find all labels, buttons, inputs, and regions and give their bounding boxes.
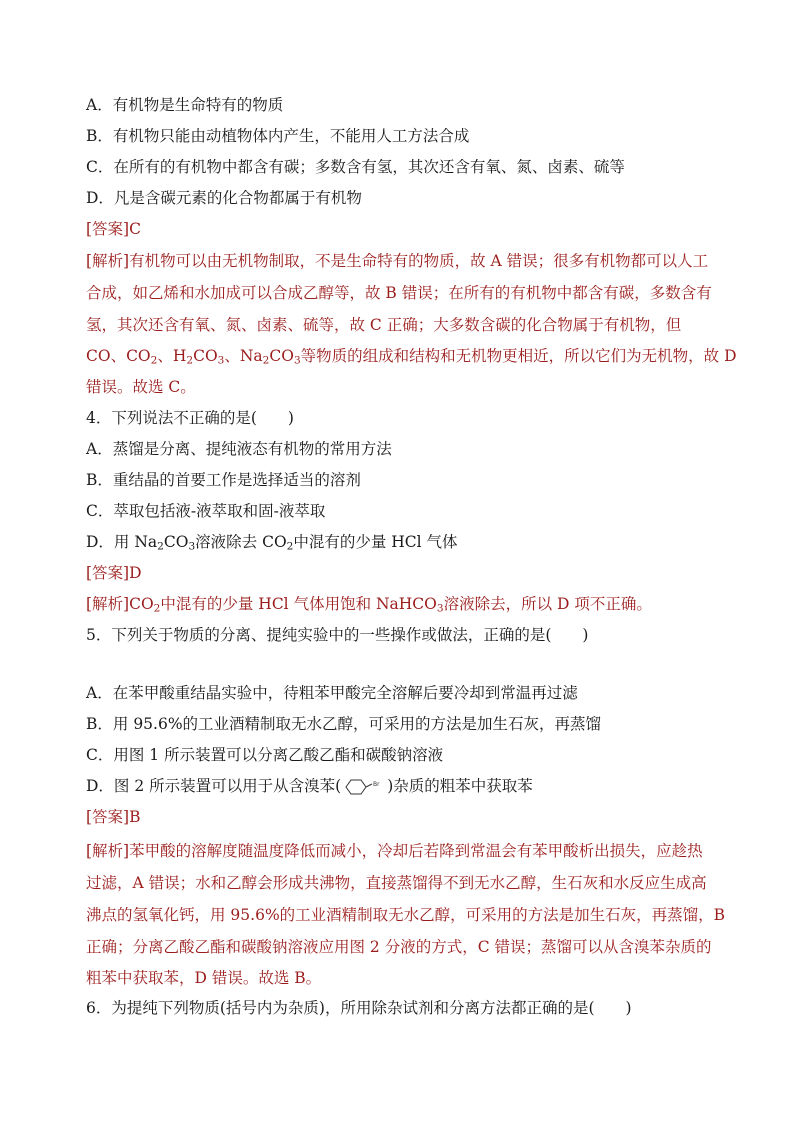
formula-text: 、H [157, 347, 187, 365]
subscript: 3 [436, 602, 444, 615]
q6-stem: 6．为提纯下列物质(括号内为杂质)，所用除杂试剂和分离方法都正确的是( ) [86, 999, 632, 1017]
q5-analysis-line-1: [解析]苯甲酸的溶解度随温度降低而减小，冷却后若降到常温会有苯甲酸析出损失，应趁热 [86, 842, 703, 860]
q4-stem: 4．下列说法不正确的是( ) [86, 409, 294, 427]
q4-answer: [答案]D [86, 564, 142, 582]
option-text: CO [163, 533, 189, 551]
q3-analysis-line-3: 氢，其次还含有氧、氮、卤素、硫等，故 C 正确；大多数含碳的化合物属于有机物，但 [86, 316, 682, 334]
q4-analysis [86, 594, 652, 614]
q3-analysis-line-5: 错误。故选 C。 [86, 378, 196, 396]
subscript: 3 [293, 354, 301, 367]
option-text: D．图 2 所示装置可以用于从含溴苯( [86, 777, 342, 795]
q4-option-a: A．蒸馏是分离、提纯液态有机物的常用方法 [86, 440, 392, 458]
formula-text: CO [193, 347, 218, 365]
subscript: 2 [157, 540, 164, 553]
q3-analysis-line-2: 合成，如乙烯和水加成可以合成乙醇等，故 B 错误；在所有的有机物中都含有碳，多数含有 [86, 284, 712, 302]
option-text: )杂质的粗苯中获取苯 [387, 777, 533, 795]
analysis-text: 溶液除去，所以 D 项不正确。 [443, 595, 652, 613]
q5-analysis-line-3: 沸点的氢氧化钙，用 95.6%的工业酒精制取无水乙醇，可采用的方法是加生石灰，再蒸馏，B [86, 906, 726, 924]
subscript: 2 [262, 354, 270, 367]
q3-option-b: B．有机物只能由动植物体内产生，不能用人工方法合成 [86, 127, 470, 145]
formula-text: 、Na [224, 347, 263, 365]
subscript: 2 [286, 540, 294, 553]
q5-analysis-line-5: 粗苯中获取苯，D 错误。故选 B。 [86, 969, 322, 987]
subscript: 2 [186, 354, 194, 367]
formula-text: CO、CO [86, 347, 151, 365]
option-text: 溶液除去 CO [195, 533, 287, 551]
q3-option-d: D．凡是含碳元素的化合物都属于有机物 [86, 189, 362, 207]
option-text: D．用 Na [86, 533, 158, 551]
q5-option-b: B．用 95.6%的工业酒精制取无水乙醇，可采用的方法是加生石灰，再蒸馏 [86, 715, 602, 733]
q4-option-b: B．重结晶的首要工作是选择适当的溶剂 [86, 471, 361, 489]
q5-analysis-line-4: 正确；分离乙酸乙酯和碳酸钠溶液应用图 2 分液的方式，C 错误；蒸馏可以从含溴苯杂质的 [86, 938, 712, 956]
bromine-label: Br [373, 781, 380, 788]
q3-option-c: C．在所有的有机物中都含有碳；多数含有氢，其次还含有氧、氮、卤素、硫等 [86, 158, 625, 176]
analysis-text: [解析]CO [86, 595, 154, 613]
formula-text: CO [269, 347, 294, 365]
q4-option-d [86, 532, 458, 552]
q3-analysis-line-4 [86, 346, 737, 366]
q3-analysis-line-1: [解析]有机物可以由无机物制取，不是生命特有的物质，故 A 错误；很多有机物都可以人工 [86, 252, 709, 270]
subscript: 2 [153, 602, 161, 615]
q5-option-a: A．在苯甲酸重结晶实验中，待粗苯甲酸完全溶解后要冷却到常温再过滤 [86, 684, 578, 702]
q4-option-c: C．萃取包括液-液萃取和固-液萃取 [86, 502, 326, 520]
q3-option-a: A．有机物是生命特有的物质 [86, 96, 284, 114]
q3-answer: [答案]C [86, 220, 141, 238]
subscript: 3 [188, 540, 196, 553]
q5-stem: 5．下列关于物质的分离、提纯实验中的一些操作或做法，正确的是( ) [86, 626, 589, 644]
q5-option-d [86, 776, 533, 796]
q5-analysis-line-2: 过滤，A 错误；水和乙醇会形成共沸物，直接蒸馏得不到无水乙醇，生石灰和水反应生成高 [86, 874, 707, 892]
bromobenzene-structure-icon [342, 778, 386, 796]
q5-option-c: C．用图 1 所示装置可以分离乙酸乙酯和碳酸钠溶液 [86, 746, 444, 764]
q5-answer: [答案]B [86, 808, 141, 826]
subscript: 2 [150, 354, 158, 367]
analysis-text: 中混有的少量 HCl 气体用饱和 NaHCO [160, 595, 437, 613]
subscript: 3 [217, 354, 225, 367]
option-text: 中混有的少量 HCl 气体 [293, 533, 458, 551]
analysis-text: 等物质的组成和结构和无机物更相近，所以它们为无机物，故 D [300, 347, 737, 365]
